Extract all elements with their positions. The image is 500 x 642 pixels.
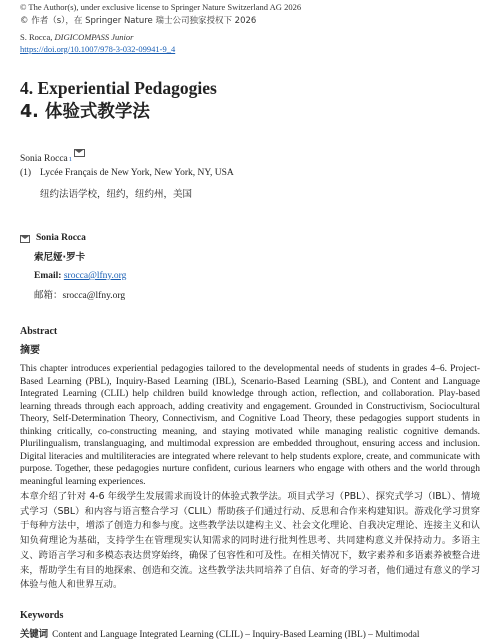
- contact-name-row: [20, 232, 480, 245]
- contact-email-zh-row: [34, 289, 480, 303]
- keywords-heading: Keywords: [20, 609, 64, 621]
- doi-line: [20, 44, 480, 56]
- email-link[interactable]: srocca@lfny.org: [63, 271, 127, 281]
- abstract-text-zh: 本章介绍了针对 4-6 年级学生发展需求而设计的体验式教学法。项目式学习（PBL）、探究式学习（IBL）、情境式学习（SBL）和内容与语言整合学习（CLIL）帮助孩子们通过行动、反思和合作来构建知识。游戏化学习贯穿于每种方法中，增添了创造力和参与度。这些教学法以建构主义、社会文化理论、自我决定理论、连接主义和认知负荷理论为基础，支持学生在管理现实认知需求的同时进行批判性思考、共同建构意义并保持动力。多语主义、跨语言学习和多模态表达贯穿始终，确保了包容性和可及性。在相关情况下，数字素养和多语素养被整合进来，帮助学生有目的地探索、创造和交流。这些教学法共同培养了自信、好奇的学习者，他们通过有意义的学习体验与他人和世界互动。: [20, 491, 480, 591]
- affiliation-zh: 纽约法语学校，纽约，纽约州，美国: [40, 189, 193, 200]
- affiliation-number: (1): [20, 168, 32, 178]
- doi-link[interactable]: https://doi.org/10.1007/978-3-032-09941-9_4: [20, 43, 176, 54]
- email-zh-value: srocca@lfny.org: [62, 291, 126, 301]
- affiliation-en: [20, 167, 480, 180]
- contact-email-row: [34, 270, 480, 283]
- author-line: [20, 153, 480, 166]
- keywords-text: Content and Language Integrated Learning (CLIL) – Inquiry-Based Learning (IBL) – Multimodal: [52, 629, 420, 640]
- citation-author: S. Rocca,: [20, 32, 53, 42]
- keywords-label-zh: 关键词: [20, 628, 49, 640]
- copyright-en: © The Author(s), under exclusive license to Springer Nature Switzerland AG 2026: [20, 2, 302, 12]
- contact-name-zh: 索尼娅·罗卡: [34, 252, 86, 263]
- contact-name-en: Sonia Rocca: [36, 233, 86, 243]
- author-name: Sonia Rocca: [20, 154, 68, 164]
- abstract-heading-zh: 摘要: [20, 345, 40, 356]
- contact-block: [20, 232, 480, 303]
- chapter-title-en: 4. Experiential Pedagogies: [20, 78, 217, 98]
- copyright-zh: © 作者（s），在 Springer Nature 瑞士公司独家授权下 2026: [20, 15, 257, 26]
- keywords-line: [20, 628, 480, 642]
- author-affiliation-ref[interactable]: 1: [68, 156, 73, 163]
- email-label-zh: 邮箱：: [34, 290, 63, 301]
- abstract-text-en: This chapter introduces experiential pedagogies tailored to the developmental needs of students in grades 4–6. Project-Based Learning (PBL), Inquiry-Based Learning (IBL), Scenario-Based Learning (SBL), and Content and Language Integrated Learning (CLIL) help children build knowledge through action, reflection, and collaboration. Play-based learning threads through each approach, adding creativity and engagement. Grounded in Constructivism, Sociocultural Theory, Self-Determination Theory, Connectivism, and Cognitive Load Theory, these pedagogies support students in thinking critically, co-constructing meaning, and staying motivated while managing realistic cognitive demands. Plurilingualism, translanguaging, and multimodal expression are embedded throughout, ensuring access and inclusion. Digital literacies and multiliteracies are integrated where relevant to help students explore, create, and communicate with purpose. Together, these pedagogies nurture confident, curious learners who engage with others and the world through meaningful learning experiences.: [20, 364, 480, 487]
- affiliation-text: Lycée Français de New York, New York, NY, USA: [40, 168, 234, 178]
- citation-series: DIGICOMPASS Junior: [54, 32, 134, 42]
- citation: [20, 32, 480, 44]
- chapter-title-zh: 4. 体验式教学法: [20, 102, 150, 122]
- envelope-icon: [20, 235, 30, 243]
- abstract-heading-en: Abstract: [20, 326, 58, 337]
- email-label: Email:: [34, 271, 62, 281]
- document-page: [20, 0, 480, 642]
- email-icon[interactable]: [74, 149, 85, 157]
